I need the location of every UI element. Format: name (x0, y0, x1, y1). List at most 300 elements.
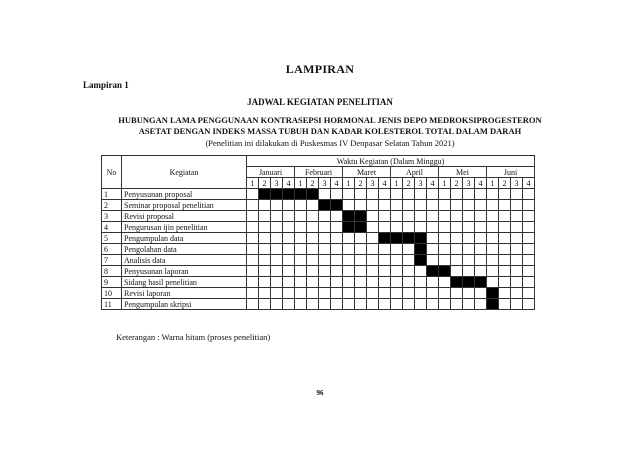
week-cell (427, 255, 439, 266)
col-header-waktu: Waktu Kegiatan (Dalam Minggu) (247, 156, 535, 167)
week-cell (499, 277, 511, 288)
active-week-cell (283, 189, 295, 200)
week-cell (355, 244, 367, 255)
week-cell (511, 233, 523, 244)
week-cell (403, 299, 415, 310)
active-week-cell (391, 233, 403, 244)
week-cell (511, 266, 523, 277)
table-row (102, 200, 535, 211)
table-row (102, 189, 535, 200)
week-cell (475, 200, 487, 211)
week-cell (259, 211, 271, 222)
table-row (102, 233, 535, 244)
week-cell (247, 222, 259, 233)
week-cell (427, 189, 439, 200)
row-number: 11 (102, 299, 122, 310)
week-cell (439, 299, 451, 310)
week-cell (343, 255, 355, 266)
week-header: 3 (367, 178, 379, 189)
week-cell (259, 233, 271, 244)
week-cell (343, 189, 355, 200)
active-week-cell (271, 189, 283, 200)
row-number: 10 (102, 288, 122, 299)
activity-name: Revisi laporan (122, 288, 247, 299)
week-cell (523, 211, 535, 222)
activity-name: Pengumpulan data (122, 233, 247, 244)
week-cell (283, 266, 295, 277)
week-cell (295, 288, 307, 299)
row-number: 8 (102, 266, 122, 277)
week-cell (355, 200, 367, 211)
active-week-cell (331, 200, 343, 211)
week-cell (307, 299, 319, 310)
activity-name: Penyusunan laporan (122, 266, 247, 277)
week-cell (523, 288, 535, 299)
week-cell (367, 211, 379, 222)
week-header: 3 (271, 178, 283, 189)
week-cell (427, 222, 439, 233)
week-cell (499, 222, 511, 233)
week-cell (463, 222, 475, 233)
week-cell (367, 277, 379, 288)
week-cell (439, 222, 451, 233)
activity-name: Pengurusan ijin penelitian (122, 222, 247, 233)
week-cell (463, 266, 475, 277)
week-cell (355, 189, 367, 200)
week-cell (319, 255, 331, 266)
week-cell (331, 233, 343, 244)
week-cell (511, 244, 523, 255)
table-row (102, 288, 535, 299)
week-cell (499, 189, 511, 200)
week-cell (451, 288, 463, 299)
week-cell (247, 233, 259, 244)
week-cell (475, 266, 487, 277)
week-cell (415, 189, 427, 200)
week-cell (295, 200, 307, 211)
week-cell (427, 244, 439, 255)
week-cell (379, 266, 391, 277)
week-cell (379, 277, 391, 288)
week-cell (451, 299, 463, 310)
active-week-cell (451, 277, 463, 288)
week-cell (391, 277, 403, 288)
week-cell (343, 244, 355, 255)
week-cell (343, 266, 355, 277)
table-row (102, 255, 535, 266)
active-week-cell (415, 255, 427, 266)
activity-name: Seminar proposal penelitian (122, 200, 247, 211)
week-cell (415, 200, 427, 211)
week-cell (259, 288, 271, 299)
header-row-top (102, 156, 535, 167)
week-cell (283, 299, 295, 310)
week-cell (523, 233, 535, 244)
week-cell (415, 288, 427, 299)
week-cell (427, 277, 439, 288)
research-title-line: ASETAT DENGAN INDEKS MASSA TUBUH DAN KADAR KOLESTEROL TOTAL DALAM DARAH (138, 126, 522, 136)
activity-name: Pengumpulan skripsi (122, 299, 247, 310)
week-cell (367, 288, 379, 299)
week-cell (439, 255, 451, 266)
week-cell (451, 211, 463, 222)
active-week-cell (427, 266, 439, 277)
week-cell (295, 244, 307, 255)
table-row (102, 244, 535, 255)
week-cell (331, 277, 343, 288)
week-cell (487, 244, 499, 255)
week-cell (271, 299, 283, 310)
week-cell (439, 200, 451, 211)
week-cell (499, 211, 511, 222)
week-cell (415, 211, 427, 222)
row-number: 5 (102, 233, 122, 244)
week-cell (523, 266, 535, 277)
week-cell (367, 299, 379, 310)
week-cell (403, 200, 415, 211)
week-cell (343, 200, 355, 211)
week-cell (427, 288, 439, 299)
legend-note: Keterangan : Warna hitam (proses penelitian) (116, 332, 271, 342)
week-cell (379, 200, 391, 211)
week-cell (463, 299, 475, 310)
week-cell (367, 233, 379, 244)
week-cell (319, 266, 331, 277)
week-cell (463, 200, 475, 211)
week-cell (295, 266, 307, 277)
week-cell (391, 266, 403, 277)
week-cell (247, 189, 259, 200)
week-cell (307, 211, 319, 222)
week-cell (475, 189, 487, 200)
week-cell (379, 255, 391, 266)
week-cell (331, 299, 343, 310)
col-header-no: No (102, 156, 122, 189)
week-cell (379, 189, 391, 200)
week-cell (415, 222, 427, 233)
week-cell (475, 211, 487, 222)
month-header: Maret (343, 167, 391, 178)
schedule-table (101, 155, 535, 310)
week-cell (295, 299, 307, 310)
week-cell (355, 288, 367, 299)
week-cell (355, 266, 367, 277)
week-cell (283, 255, 295, 266)
active-week-cell (307, 189, 319, 200)
week-cell (511, 189, 523, 200)
activity-name: Pengolahan data (122, 244, 247, 255)
week-cell (475, 244, 487, 255)
week-header: 4 (283, 178, 295, 189)
active-week-cell (487, 288, 499, 299)
row-number: 1 (102, 189, 122, 200)
week-cell (403, 244, 415, 255)
week-cell (475, 222, 487, 233)
week-header: 4 (379, 178, 391, 189)
week-cell (523, 189, 535, 200)
table-row (102, 277, 535, 288)
week-cell (475, 288, 487, 299)
week-cell (523, 299, 535, 310)
row-number: 7 (102, 255, 122, 266)
week-cell (511, 277, 523, 288)
week-cell (307, 277, 319, 288)
week-cell (475, 299, 487, 310)
week-cell (307, 255, 319, 266)
week-cell (499, 266, 511, 277)
week-cell (463, 244, 475, 255)
week-cell (259, 244, 271, 255)
week-cell (403, 222, 415, 233)
week-cell (271, 233, 283, 244)
week-cell (475, 233, 487, 244)
week-cell (391, 244, 403, 255)
week-cell (475, 255, 487, 266)
week-cell (367, 189, 379, 200)
week-cell (307, 244, 319, 255)
week-cell (403, 277, 415, 288)
week-cell (415, 266, 427, 277)
week-cell (271, 211, 283, 222)
week-cell (379, 299, 391, 310)
week-header: 1 (295, 178, 307, 189)
week-cell (271, 244, 283, 255)
week-header: 4 (331, 178, 343, 189)
week-cell (379, 211, 391, 222)
week-cell (319, 277, 331, 288)
week-cell (403, 211, 415, 222)
week-header: 3 (511, 178, 523, 189)
week-header: 2 (307, 178, 319, 189)
week-cell (343, 288, 355, 299)
week-cell (295, 255, 307, 266)
week-cell (343, 299, 355, 310)
week-cell (379, 244, 391, 255)
week-cell (283, 277, 295, 288)
week-cell (331, 244, 343, 255)
week-cell (487, 266, 499, 277)
week-cell (511, 288, 523, 299)
row-number: 4 (102, 222, 122, 233)
month-header: Januari (247, 167, 295, 178)
month-header: Februari (295, 167, 343, 178)
active-week-cell (475, 277, 487, 288)
week-cell (487, 211, 499, 222)
week-cell (367, 244, 379, 255)
week-cell (451, 255, 463, 266)
week-header: 2 (355, 178, 367, 189)
week-header: 4 (475, 178, 487, 189)
active-week-cell (343, 222, 355, 233)
active-week-cell (415, 233, 427, 244)
col-header-kegiatan: Kegiatan (122, 156, 247, 189)
active-week-cell (259, 189, 271, 200)
week-cell (427, 299, 439, 310)
week-cell (463, 233, 475, 244)
week-header: 2 (451, 178, 463, 189)
week-cell (439, 189, 451, 200)
week-cell (331, 222, 343, 233)
week-cell (247, 200, 259, 211)
week-cell (391, 222, 403, 233)
week-cell (271, 200, 283, 211)
week-cell (319, 244, 331, 255)
week-cell (283, 288, 295, 299)
week-cell (439, 211, 451, 222)
row-number: 9 (102, 277, 122, 288)
week-header: 4 (523, 178, 535, 189)
page-title: LAMPIRAN (285, 62, 355, 76)
week-header: 3 (463, 178, 475, 189)
week-cell (379, 222, 391, 233)
week-header: 2 (403, 178, 415, 189)
active-week-cell (415, 244, 427, 255)
week-cell (463, 211, 475, 222)
week-cell (367, 200, 379, 211)
week-cell (439, 233, 451, 244)
week-cell (439, 277, 451, 288)
week-cell (271, 266, 283, 277)
week-header: 2 (499, 178, 511, 189)
active-week-cell (355, 211, 367, 222)
week-cell (427, 211, 439, 222)
week-cell (271, 222, 283, 233)
schedule-heading: JADWAL KEGIATAN PENELITIAN (247, 97, 393, 107)
week-cell (271, 255, 283, 266)
week-cell (391, 299, 403, 310)
week-cell (247, 255, 259, 266)
week-cell (451, 266, 463, 277)
week-cell (295, 222, 307, 233)
week-cell (331, 288, 343, 299)
week-cell (523, 200, 535, 211)
week-cell (247, 288, 259, 299)
week-cell (439, 288, 451, 299)
week-cell (487, 233, 499, 244)
week-cell (427, 200, 439, 211)
week-cell (271, 277, 283, 288)
table-row (102, 299, 535, 310)
week-cell (463, 288, 475, 299)
week-cell (451, 200, 463, 211)
week-cell (319, 299, 331, 310)
week-cell (331, 211, 343, 222)
lampiran-label: Lampiran 1 (83, 80, 129, 90)
page-number: 96 (316, 389, 324, 397)
week-cell (379, 288, 391, 299)
active-week-cell (487, 299, 499, 310)
row-number: 2 (102, 200, 122, 211)
activity-name: Penyusunan proposal (122, 189, 247, 200)
table-row (102, 211, 535, 222)
week-header: 1 (247, 178, 259, 189)
active-week-cell (343, 211, 355, 222)
week-cell (451, 222, 463, 233)
week-cell (247, 299, 259, 310)
active-week-cell (439, 266, 451, 277)
week-cell (331, 255, 343, 266)
month-header: April (391, 167, 439, 178)
active-week-cell (355, 222, 367, 233)
week-cell (319, 189, 331, 200)
week-cell (499, 255, 511, 266)
week-cell (307, 266, 319, 277)
week-cell (307, 288, 319, 299)
week-cell (367, 255, 379, 266)
week-cell (523, 222, 535, 233)
week-cell (259, 255, 271, 266)
active-week-cell (379, 233, 391, 244)
week-cell (523, 277, 535, 288)
week-cell (283, 222, 295, 233)
week-cell (391, 189, 403, 200)
week-cell (355, 299, 367, 310)
week-header: 1 (487, 178, 499, 189)
week-cell (511, 222, 523, 233)
week-header: 1 (439, 178, 451, 189)
week-cell (319, 222, 331, 233)
active-week-cell (295, 189, 307, 200)
week-cell (427, 233, 439, 244)
week-cell (523, 255, 535, 266)
week-cell (307, 233, 319, 244)
week-cell (247, 277, 259, 288)
research-title-line: HUBUNGAN LAMA PENGGUNAAN KONTRASEPSI HORMONAL JENIS DEPO MEDROKSIPROGESTERON (118, 115, 542, 125)
week-cell (415, 277, 427, 288)
week-cell (487, 189, 499, 200)
week-cell (523, 244, 535, 255)
activity-name: Revisi proposal (122, 211, 247, 222)
week-cell (259, 200, 271, 211)
row-number: 3 (102, 211, 122, 222)
week-cell (283, 211, 295, 222)
week-cell (403, 266, 415, 277)
week-cell (511, 200, 523, 211)
week-cell (247, 266, 259, 277)
week-cell (283, 244, 295, 255)
week-cell (259, 299, 271, 310)
week-cell (295, 211, 307, 222)
week-cell (463, 255, 475, 266)
week-cell (319, 211, 331, 222)
week-cell (247, 244, 259, 255)
week-cell (451, 233, 463, 244)
week-cell (283, 200, 295, 211)
active-week-cell (319, 200, 331, 211)
week-cell (355, 277, 367, 288)
week-cell (295, 233, 307, 244)
week-cell (355, 255, 367, 266)
week-cell (499, 288, 511, 299)
row-number: 6 (102, 244, 122, 255)
week-cell (295, 277, 307, 288)
table-row (102, 266, 535, 277)
week-cell (271, 288, 283, 299)
research-location-note: (Penelitian ini dilakukan di Puskesmas IV Denpasar Selatan Tahun 2021) (205, 138, 455, 148)
week-cell (331, 189, 343, 200)
active-week-cell (403, 233, 415, 244)
month-header: Mei (439, 167, 487, 178)
month-header: Juni (487, 167, 535, 178)
week-cell (343, 277, 355, 288)
week-cell (415, 299, 427, 310)
week-cell (403, 189, 415, 200)
week-cell (487, 255, 499, 266)
week-cell (499, 244, 511, 255)
week-cell (487, 222, 499, 233)
week-header: 2 (259, 178, 271, 189)
week-cell (319, 233, 331, 244)
